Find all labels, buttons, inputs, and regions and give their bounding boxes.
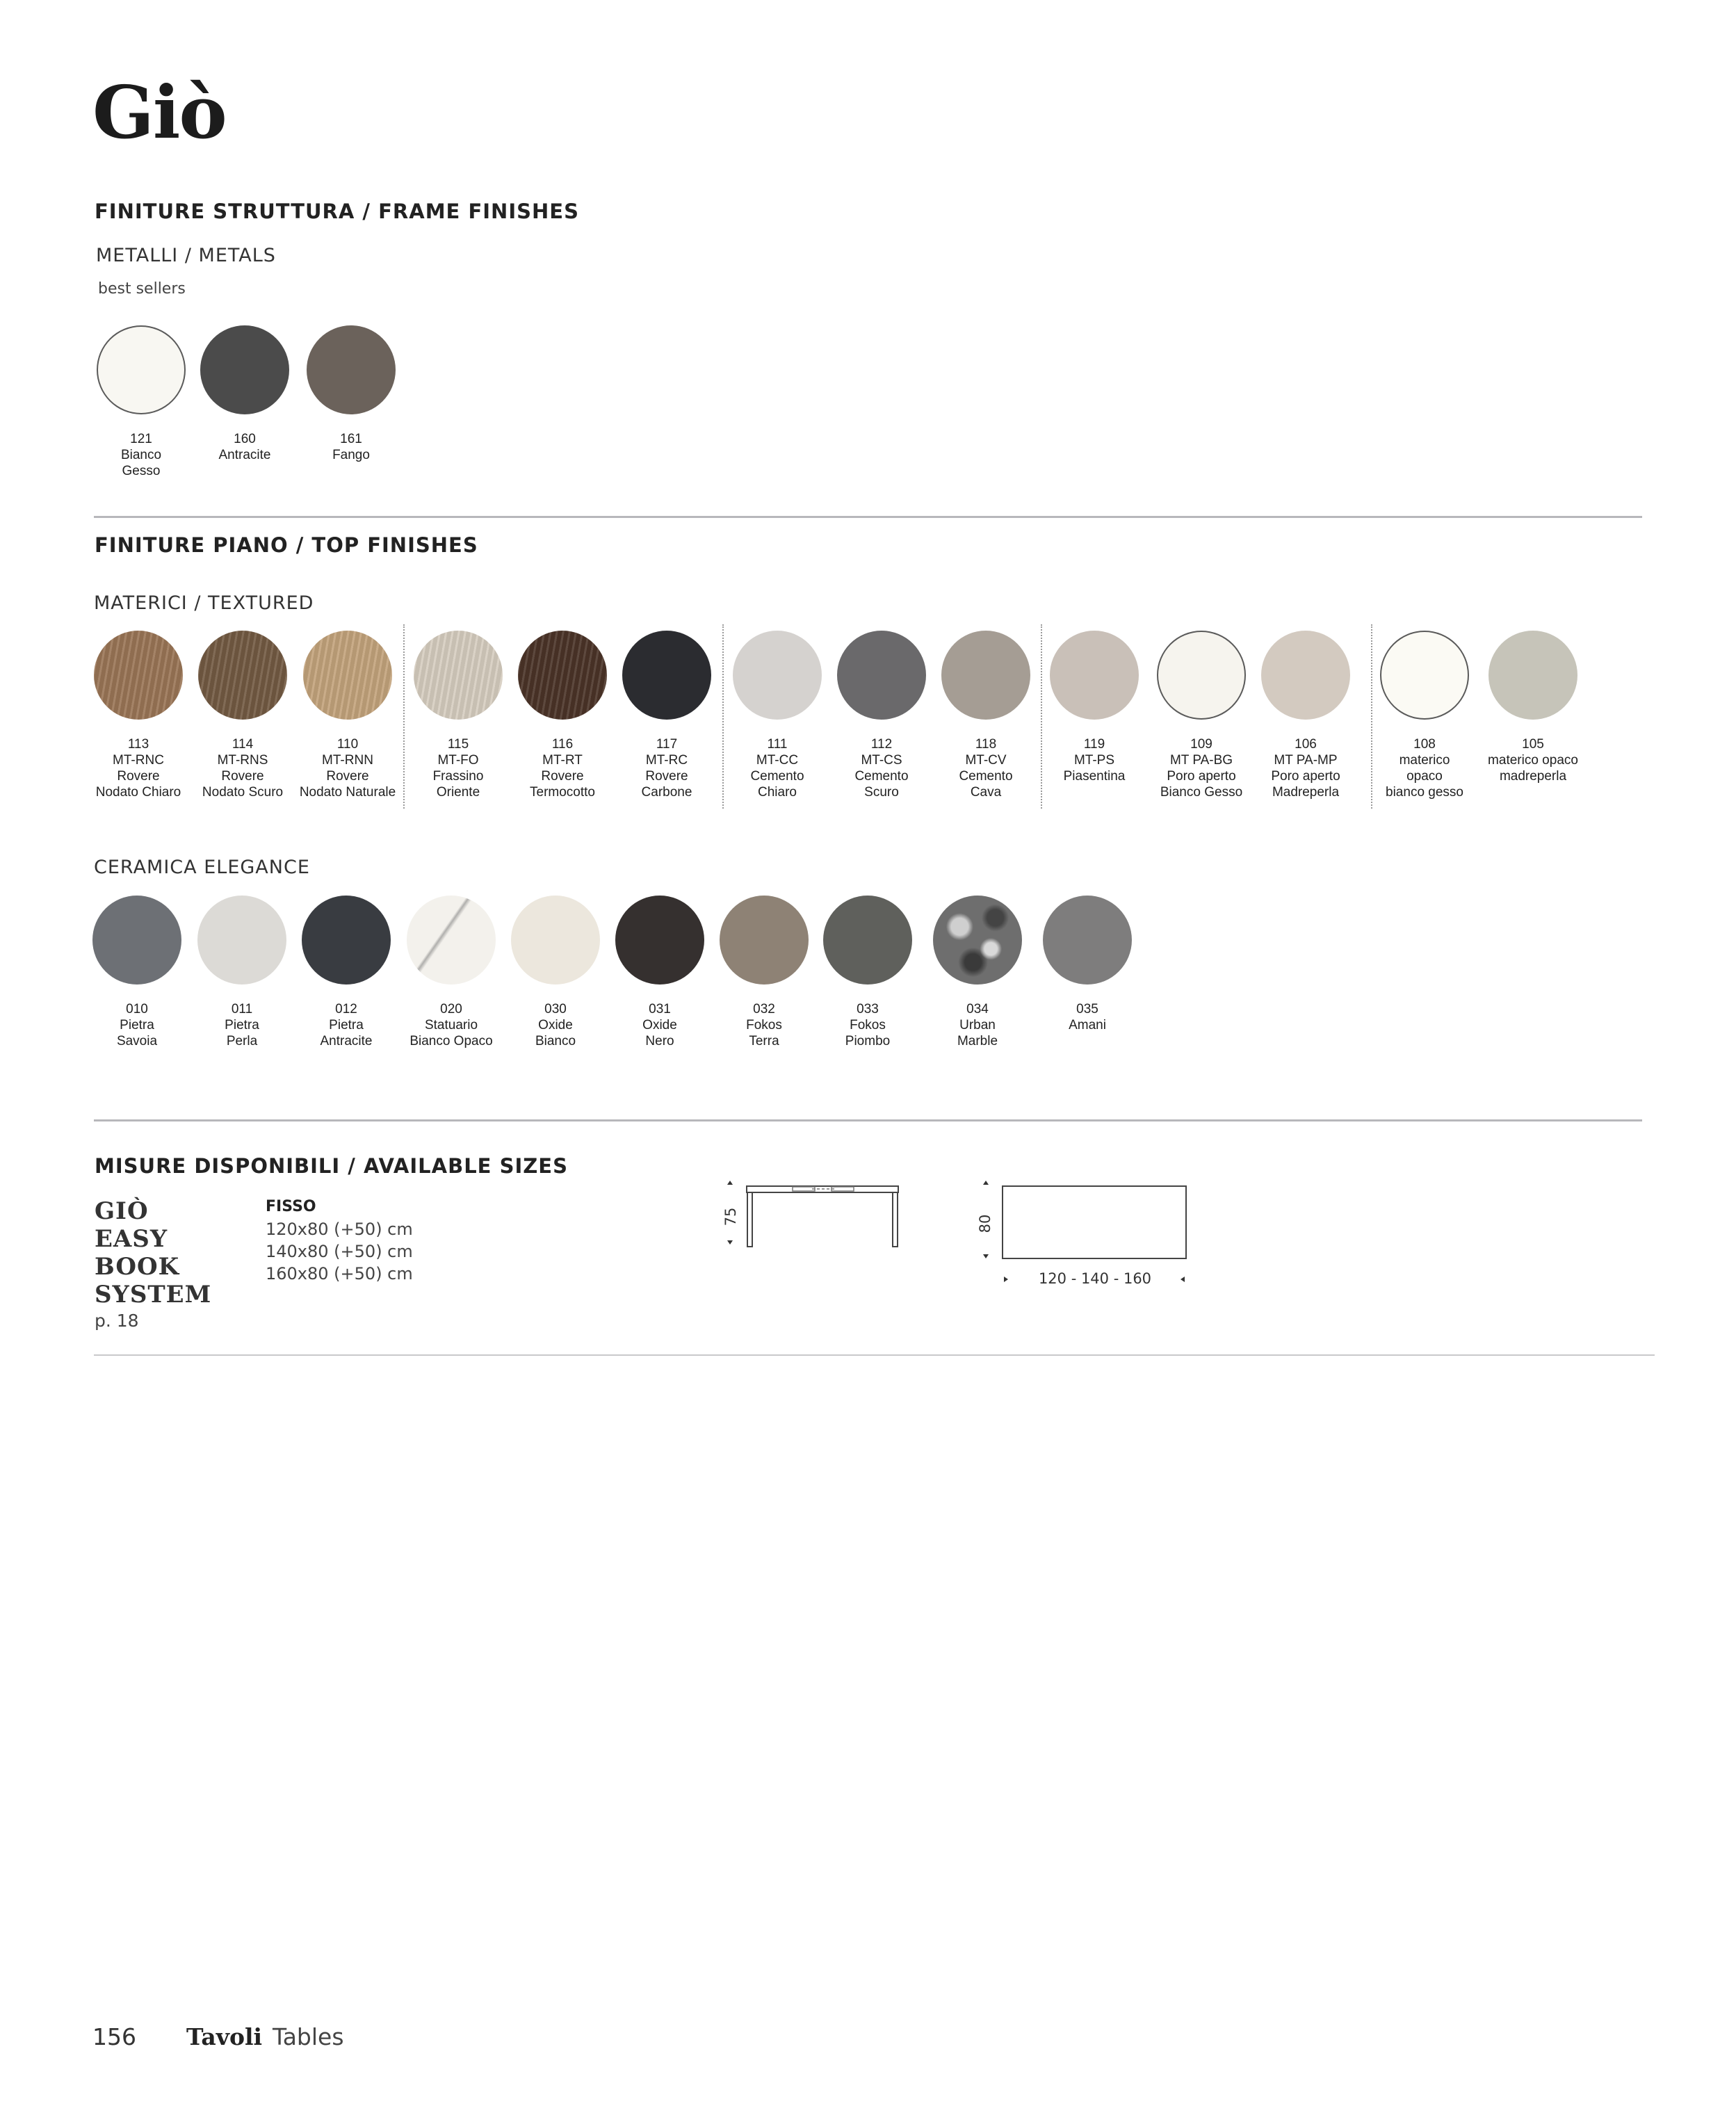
textured-finish-swatch bbox=[303, 631, 392, 720]
textured-finish-caption-line: 106 bbox=[1295, 737, 1317, 752]
textured-finish-caption-line: Rovere bbox=[221, 769, 264, 784]
textured-finish-caption-line: Rovere bbox=[326, 769, 369, 784]
frame-finish-swatch bbox=[200, 325, 289, 414]
textured-finish-swatch bbox=[1050, 631, 1139, 720]
textured-finish-caption-line: MT-CV bbox=[965, 753, 1007, 768]
textured-finish-swatch bbox=[837, 631, 926, 720]
ceramica-finish-caption-line: 011 bbox=[231, 1002, 253, 1016]
model-name-line: BOOK bbox=[95, 1253, 180, 1281]
textured-finish-caption-line: 108 bbox=[1413, 737, 1436, 752]
ceramica-finish-caption-line: Statuario bbox=[424, 1018, 478, 1032]
ceramica-finish-swatch bbox=[933, 896, 1022, 985]
ceramica-finish-caption-line: Fokos bbox=[850, 1018, 886, 1032]
group-divider bbox=[1041, 624, 1042, 809]
depth-dimension-label: 80 bbox=[977, 1214, 993, 1233]
textured-finish-caption-line: MT-PS bbox=[1073, 753, 1115, 768]
page-reference: p. 18 bbox=[95, 1311, 139, 1331]
model-name bbox=[95, 1197, 211, 1309]
ceramica-finish-caption-line: Nero bbox=[645, 1034, 674, 1048]
textured-finish-caption-line: Nodato Naturale bbox=[299, 785, 396, 800]
textured-finish-caption-line: Oriente bbox=[436, 785, 480, 800]
ceramica-finish-caption-line: 035 bbox=[1076, 1002, 1098, 1016]
section-divider bbox=[94, 516, 1642, 518]
textured-finish-caption-line: MT-FO bbox=[437, 753, 479, 768]
footer-section-english: Tables bbox=[273, 2023, 344, 2050]
ceramica-finish-caption-line: Urban bbox=[959, 1018, 996, 1032]
ceramica-finish-swatch bbox=[720, 896, 809, 985]
ceramica-finish-caption-line: Bianco bbox=[535, 1034, 576, 1048]
ceramica-finish-caption-line: Oxide bbox=[642, 1018, 677, 1032]
ceramica-finish-caption-line: Terra bbox=[749, 1034, 779, 1048]
textured-finish-caption-line: MT-RNC bbox=[113, 753, 164, 768]
ceramica-finish-caption-line: 030 bbox=[544, 1002, 567, 1016]
best-sellers-note: best sellers bbox=[98, 280, 186, 298]
frame-finish-caption-line: Antracite bbox=[218, 448, 271, 462]
ceramica-finish-caption-line: Pietra bbox=[120, 1018, 154, 1032]
textured-finish-swatch bbox=[1261, 631, 1350, 720]
textured-finish-swatch bbox=[414, 631, 503, 720]
ceramica-finish-caption-line: Savoia bbox=[116, 1034, 158, 1048]
textured-finish-swatch bbox=[198, 631, 287, 720]
model-name-line: EASY bbox=[95, 1225, 168, 1253]
textured-finish-caption-line: Cava bbox=[970, 785, 1002, 800]
footer-section-italian: Tavoli bbox=[186, 2023, 263, 2050]
ceramica-finish-swatch bbox=[197, 896, 286, 985]
frame-finishes-heading: FINITURE STRUTTURA / FRAME FINISHES bbox=[95, 200, 579, 223]
textured-finish-caption-line: materico opaco bbox=[1488, 753, 1578, 768]
textured-finish-caption-line: Carbone bbox=[641, 785, 692, 800]
ceramica-finish-caption-line: Perla bbox=[226, 1034, 258, 1048]
textured-finish-caption-line: Frassino bbox=[432, 769, 484, 784]
textured-finish-caption bbox=[1236, 736, 1375, 800]
ceramica-finish-caption bbox=[1018, 1001, 1157, 1033]
height-dimension-label: 75 bbox=[722, 1207, 739, 1226]
textured-finish-caption bbox=[1463, 736, 1603, 784]
ceramica-finish-swatch bbox=[1043, 896, 1132, 985]
textured-finish-caption-line: Termocotto bbox=[530, 785, 595, 800]
textured-finish-swatch bbox=[94, 631, 183, 720]
ceramica-finish-caption-line: Bianco Opaco bbox=[409, 1034, 493, 1048]
textured-finish-caption-line: MT-RNS bbox=[217, 753, 268, 768]
textured-finish-caption-line: Cemento bbox=[959, 769, 1013, 784]
textured-finish-caption-line: 117 bbox=[656, 737, 678, 752]
textured-finish-caption-line: Piasentina bbox=[1063, 769, 1126, 784]
textured-finish-caption-line: 119 bbox=[1083, 737, 1105, 752]
textured-finish-caption-line: Cemento bbox=[854, 769, 909, 784]
frame-finish-caption-line: 160 bbox=[234, 432, 256, 446]
textured-finish-caption-line: Poro aperto bbox=[1271, 769, 1340, 784]
ceramica-finish-swatch bbox=[407, 896, 496, 985]
textured-finish-caption-line: Scuro bbox=[864, 785, 899, 800]
textured-finish-swatch bbox=[518, 631, 607, 720]
ceramica-finish-swatch bbox=[615, 896, 704, 985]
model-name-line: SYSTEM bbox=[95, 1281, 212, 1309]
frame-finish-caption-line: Bianco bbox=[120, 448, 162, 462]
textured-finish-caption-line: 113 bbox=[127, 737, 149, 752]
textured-finish-swatch bbox=[733, 631, 822, 720]
textured-finish-caption-line: 116 bbox=[551, 737, 574, 752]
textured-finish-caption-line: MT-CC bbox=[756, 753, 799, 768]
frame-finish-swatch bbox=[97, 325, 186, 414]
ceramica-finish-swatch bbox=[511, 896, 600, 985]
ceramica-finish-caption-line: Fokos bbox=[746, 1018, 782, 1032]
textured-finish-caption-line: Bianco Gesso bbox=[1160, 785, 1243, 800]
frame-finish-caption-line: Gesso bbox=[122, 464, 161, 478]
page-title: Giò bbox=[92, 70, 226, 155]
page-number: 156 bbox=[92, 2023, 136, 2050]
size-item: 140x80 (+50) cm bbox=[266, 1242, 413, 1261]
model-name-line: GIÒ bbox=[95, 1197, 149, 1225]
textured-finish-caption-line: 110 bbox=[336, 737, 359, 752]
size-type-label: FISSO bbox=[266, 1198, 316, 1215]
table-side-elevation-drawing bbox=[716, 1175, 911, 1258]
textured-finish-caption-line: 109 bbox=[1190, 737, 1212, 752]
textured-finish-swatch bbox=[622, 631, 711, 720]
textured-finish-caption-line: 112 bbox=[870, 737, 893, 752]
textured-finish-caption-line: 114 bbox=[232, 737, 254, 752]
ceramica-finish-caption-line: Oxide bbox=[538, 1018, 573, 1032]
textured-finish-caption-line: Rovere bbox=[645, 769, 688, 784]
textured-finish-caption-line: Rovere bbox=[541, 769, 584, 784]
textured-finish-caption-line: Nodato Scuro bbox=[202, 785, 284, 800]
frame-finish-caption-line: 161 bbox=[340, 432, 362, 446]
frame-finish-caption-line: Fango bbox=[332, 448, 370, 462]
textured-finish-caption-line: MT-RNN bbox=[322, 753, 373, 768]
section-divider bbox=[94, 1119, 1642, 1121]
textured-finish-caption-line: Madreperla bbox=[1272, 785, 1340, 800]
group-divider bbox=[1371, 624, 1372, 809]
textured-finish-swatch bbox=[1157, 631, 1246, 720]
sizes-heading: MISURE DISPONIBILI / AVAILABLE SIZES bbox=[95, 1154, 568, 1178]
ceramica-finish-caption-line: Amani bbox=[1069, 1018, 1106, 1032]
ceramica-finish-caption-line: 033 bbox=[857, 1002, 879, 1016]
ceramica-finish-caption-line: Pietra bbox=[225, 1018, 259, 1032]
textured-finish-caption-line: 105 bbox=[1522, 737, 1544, 752]
length-dimension-label: 120 - 140 - 160 bbox=[1038, 1270, 1152, 1287]
textured-finish-caption-line: MT PA-MP bbox=[1274, 753, 1338, 768]
ceramica-finish-caption-line: 032 bbox=[753, 1002, 775, 1016]
group-divider bbox=[403, 624, 405, 809]
frame-finish-caption bbox=[282, 431, 421, 463]
ceramica-finish-swatch bbox=[92, 896, 181, 985]
ceramica-finish-caption-line: 012 bbox=[335, 1002, 357, 1016]
textured-finish-caption-line: MT-CS bbox=[861, 753, 902, 768]
textured-finish-caption-line: 118 bbox=[975, 737, 997, 752]
textured-finish-caption-line: madreperla bbox=[1499, 769, 1567, 784]
ceramica-finish-swatch bbox=[823, 896, 912, 985]
ceramica-finish-caption-line: 020 bbox=[440, 1002, 462, 1016]
ceramica-finish-caption-line: Antracite bbox=[320, 1034, 373, 1048]
textured-finish-caption-line: Cemento bbox=[750, 769, 804, 784]
textured-finish-caption-line: MT-RC bbox=[645, 753, 688, 768]
textured-finish-caption-line: MT PA-BG bbox=[1169, 753, 1233, 768]
ceramica-finish-swatch bbox=[302, 896, 391, 985]
group-divider bbox=[722, 624, 724, 809]
size-item: 120x80 (+50) cm bbox=[266, 1220, 413, 1239]
ceramica-finish-caption-line: 031 bbox=[649, 1002, 671, 1016]
textured-finish-caption-line: 115 bbox=[447, 737, 469, 752]
ceramica-finish-caption-line: 010 bbox=[126, 1002, 148, 1016]
textured-finish-caption-line: bianco gesso bbox=[1386, 785, 1463, 800]
frame-finish-caption-line: 121 bbox=[130, 432, 152, 446]
size-item: 160x80 (+50) cm bbox=[266, 1264, 413, 1283]
textured-finish-caption-line: Rovere bbox=[117, 769, 160, 784]
section-divider bbox=[94, 1354, 1655, 1356]
ceramica-finish-caption-line: Marble bbox=[957, 1034, 998, 1048]
ceramica-finish-caption-line: Piombo bbox=[845, 1034, 891, 1048]
ceramica-subheading: CERAMICA ELEGANCE bbox=[94, 857, 310, 878]
textured-finish-caption-line: MT-RT bbox=[542, 753, 583, 768]
sizes-list bbox=[266, 1196, 413, 1285]
ceramica-finish-caption-line: 034 bbox=[966, 1002, 989, 1016]
textured-finish-caption-line: opaco bbox=[1406, 769, 1443, 784]
textured-subheading: MATERICI / TEXTURED bbox=[94, 592, 314, 614]
top-finishes-heading: FINITURE PIANO / TOP FINISHES bbox=[95, 533, 478, 557]
textured-finish-caption-line: Chiaro bbox=[758, 785, 797, 800]
textured-finish-swatch bbox=[941, 631, 1030, 720]
textured-finish-swatch bbox=[1380, 631, 1469, 720]
ceramica-finish-caption-line: Pietra bbox=[329, 1018, 364, 1032]
frame-finish-swatch bbox=[307, 325, 396, 414]
metals-subheading: METALLI / METALS bbox=[96, 245, 276, 266]
textured-finish-caption-line: Poro aperto bbox=[1167, 769, 1236, 784]
textured-finish-caption-line: Nodato Chiaro bbox=[95, 785, 181, 800]
textured-finish-caption-line: materico bbox=[1399, 753, 1450, 768]
textured-finish-caption-line: 111 bbox=[767, 737, 788, 752]
textured-finish-swatch bbox=[1488, 631, 1577, 720]
